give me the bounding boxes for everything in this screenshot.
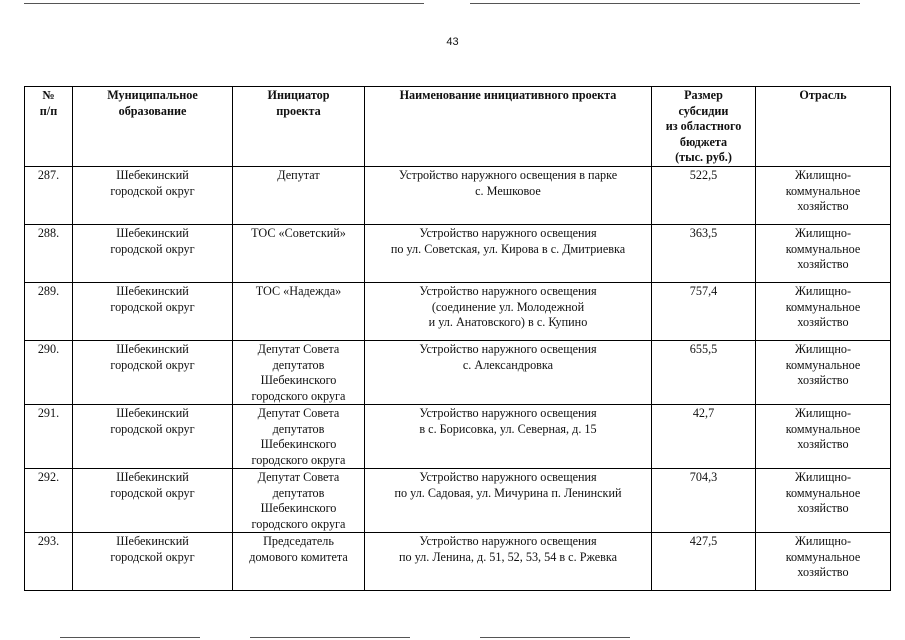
initiator-text: депутатов bbox=[272, 357, 325, 372]
header-text: Наименование инициативного проекта bbox=[399, 88, 617, 102]
municipality-text: городской округ bbox=[110, 183, 195, 198]
project-cell bbox=[365, 341, 652, 405]
initiator-cell bbox=[233, 405, 365, 469]
header-municipality bbox=[73, 87, 233, 167]
initiator-text: Депутат Совета bbox=[257, 470, 340, 484]
sector-cell bbox=[756, 283, 891, 341]
header-number bbox=[25, 87, 73, 167]
municipality-cell bbox=[73, 341, 233, 405]
municipality-text: городской округ bbox=[110, 357, 195, 372]
project-text: Устройство наружного освещения bbox=[419, 342, 597, 356]
project-text: по ул. Ленина, д. 51, 52, 53, 54 в с. Ржевка bbox=[398, 549, 618, 564]
municipality-text: городской округ bbox=[110, 485, 195, 500]
row-number: 288. bbox=[25, 225, 73, 283]
projects-table bbox=[24, 86, 891, 591]
sector-text: коммунальное bbox=[785, 421, 861, 436]
project-text: с. Мешковое bbox=[475, 183, 541, 198]
header-text: № bbox=[42, 88, 55, 102]
project-text: в с. Борисовка, ул. Северная, д. 15 bbox=[419, 421, 597, 436]
initiator-text: городского округа bbox=[251, 452, 346, 467]
row-number: 289. bbox=[25, 283, 73, 341]
municipality-text: Шебекинский bbox=[116, 406, 189, 420]
project-cell bbox=[365, 225, 652, 283]
municipality-cell bbox=[73, 533, 233, 591]
header-text: образование bbox=[118, 103, 187, 118]
subsidy-amount: 363,5 bbox=[652, 225, 756, 283]
municipality-text: городской округ bbox=[110, 299, 195, 314]
sector-cell bbox=[756, 341, 891, 405]
sector-text: коммунальное bbox=[785, 299, 861, 314]
sector-text: хозяйство bbox=[797, 501, 849, 515]
scan-edge-bottom-right bbox=[480, 637, 630, 638]
subsidy-amount: 704,3 bbox=[652, 469, 756, 533]
initiator-cell bbox=[233, 469, 365, 533]
scan-edge-top-right bbox=[470, 3, 860, 4]
header-text: бюджета bbox=[679, 134, 728, 149]
municipality-cell bbox=[73, 405, 233, 469]
project-text: Устройство наружного освещения bbox=[419, 284, 597, 298]
project-cell bbox=[365, 167, 652, 225]
header-sector bbox=[756, 87, 891, 167]
municipality-text: городской округ bbox=[110, 421, 195, 436]
municipality-text: Шебекинский bbox=[116, 342, 189, 356]
initiator-text: ТОС «Советский» bbox=[251, 226, 346, 240]
subsidy-amount: 757,4 bbox=[652, 283, 756, 341]
sector-cell bbox=[756, 225, 891, 283]
initiator-cell bbox=[233, 225, 365, 283]
initiator-text: городского округа bbox=[251, 516, 346, 531]
table-row bbox=[25, 533, 891, 591]
sector-text: Жилищно- bbox=[794, 226, 852, 240]
initiator-cell bbox=[233, 283, 365, 341]
initiator-text: Шебекинского bbox=[260, 501, 337, 515]
municipality-cell bbox=[73, 225, 233, 283]
sector-text: Жилищно- bbox=[794, 284, 852, 298]
sector-text: хозяйство bbox=[797, 565, 849, 579]
table-row bbox=[25, 341, 891, 405]
table-header-row bbox=[25, 87, 891, 167]
project-text: (соединение ул. Молодежной bbox=[431, 299, 585, 314]
project-text: Устройство наружного освещения bbox=[419, 406, 597, 420]
sector-text: Жилищно- bbox=[794, 534, 852, 548]
table-row bbox=[25, 283, 891, 341]
sector-text: коммунальное bbox=[785, 485, 861, 500]
project-text: Устройство наружного освещения bbox=[419, 226, 597, 240]
initiator-text: Шебекинского bbox=[260, 373, 337, 387]
project-cell bbox=[365, 405, 652, 469]
municipality-text: Шебекинский bbox=[116, 168, 189, 182]
project-cell bbox=[365, 533, 652, 591]
project-text: по ул. Советская, ул. Кирова в с. Дмитриевка bbox=[390, 241, 626, 256]
sector-text: коммунальное bbox=[785, 183, 861, 198]
initiator-text: ТОС «Надежда» bbox=[255, 284, 342, 298]
project-text: Устройство наружного освещения bbox=[419, 470, 597, 484]
row-number: 291. bbox=[25, 405, 73, 469]
initiator-text: Шебекинского bbox=[260, 437, 337, 451]
project-text: по ул. Садовая, ул. Мичурина п. Ленинский bbox=[394, 485, 622, 500]
scan-edge-bottom-left bbox=[60, 637, 200, 638]
municipality-text: Шебекинский bbox=[116, 534, 189, 548]
row-number: 293. bbox=[25, 533, 73, 591]
sector-cell bbox=[756, 533, 891, 591]
initiator-text: депутатов bbox=[272, 421, 325, 436]
header-text: п/п bbox=[39, 103, 58, 118]
table-row bbox=[25, 225, 891, 283]
header-initiator bbox=[233, 87, 365, 167]
initiator-text: Депутат Совета bbox=[257, 406, 340, 420]
municipality-text: городской округ bbox=[110, 241, 195, 256]
municipality-text: Шебекинский bbox=[116, 284, 189, 298]
initiator-text: городского округа bbox=[251, 388, 346, 403]
sector-text: Жилищно- bbox=[794, 470, 852, 484]
municipality-cell bbox=[73, 283, 233, 341]
header-text: проекта bbox=[276, 103, 321, 118]
municipality-cell bbox=[73, 167, 233, 225]
initiator-text: депутатов bbox=[272, 485, 325, 500]
scan-edge-bottom-mid bbox=[250, 637, 410, 638]
sector-text: хозяйство bbox=[797, 199, 849, 213]
initiator-cell bbox=[233, 167, 365, 225]
sector-text: Жилищно- bbox=[794, 342, 852, 356]
municipality-text: городской округ bbox=[110, 549, 195, 564]
initiator-text: домового комитета bbox=[249, 549, 348, 564]
subsidy-amount: 427,5 bbox=[652, 533, 756, 591]
project-cell bbox=[365, 469, 652, 533]
header-text: из областного bbox=[665, 119, 742, 133]
sector-cell bbox=[756, 405, 891, 469]
project-text: Устройство наружного освещения bbox=[419, 534, 597, 548]
header-amount bbox=[652, 87, 756, 167]
sector-text: хозяйство bbox=[797, 373, 849, 387]
project-text: с. Александровка bbox=[462, 357, 554, 372]
municipality-cell bbox=[73, 469, 233, 533]
sector-cell bbox=[756, 469, 891, 533]
table-body bbox=[25, 167, 891, 591]
header-text: Размер bbox=[684, 88, 723, 102]
header-text: субсидии bbox=[678, 103, 729, 118]
sector-text: хозяйство bbox=[797, 315, 849, 329]
row-number: 292. bbox=[25, 469, 73, 533]
page-number: 43 bbox=[446, 36, 459, 48]
row-number: 287. bbox=[25, 167, 73, 225]
municipality-text: Шебекинский bbox=[116, 226, 189, 240]
header-text: Муниципальное bbox=[107, 88, 198, 102]
header-text: Инициатор bbox=[267, 88, 330, 102]
subsidy-amount: 655,5 bbox=[652, 341, 756, 405]
project-text: Устройство наружного освещения в парке bbox=[398, 168, 618, 182]
row-number: 290. bbox=[25, 341, 73, 405]
initiator-cell bbox=[233, 533, 365, 591]
table-row bbox=[25, 405, 891, 469]
project-text: и ул. Анатовского) в с. Купино bbox=[428, 315, 588, 329]
subsidy-amount: 42,7 bbox=[652, 405, 756, 469]
initiator-text: Депутат Совета bbox=[257, 342, 340, 356]
header-text: (тыс. руб.) bbox=[675, 150, 732, 164]
table-row bbox=[25, 167, 891, 225]
sector-cell bbox=[756, 167, 891, 225]
sector-text: хозяйство bbox=[797, 437, 849, 451]
sector-text: коммунальное bbox=[785, 357, 861, 372]
sector-text: Жилищно- bbox=[794, 168, 852, 182]
sector-text: коммунальное bbox=[785, 549, 861, 564]
municipality-text: Шебекинский bbox=[116, 470, 189, 484]
header-project bbox=[365, 87, 652, 167]
initiator-cell bbox=[233, 341, 365, 405]
sector-text: коммунальное bbox=[785, 241, 861, 256]
table-row bbox=[25, 469, 891, 533]
sector-text: Жилищно- bbox=[794, 406, 852, 420]
subsidy-amount: 522,5 bbox=[652, 167, 756, 225]
project-cell bbox=[365, 283, 652, 341]
initiator-text: Председатель bbox=[263, 534, 334, 548]
header-text: Отрасль bbox=[799, 88, 847, 102]
sector-text: хозяйство bbox=[797, 257, 849, 271]
initiator-text: Депутат bbox=[277, 168, 320, 182]
scan-edge-top-left bbox=[24, 3, 424, 4]
